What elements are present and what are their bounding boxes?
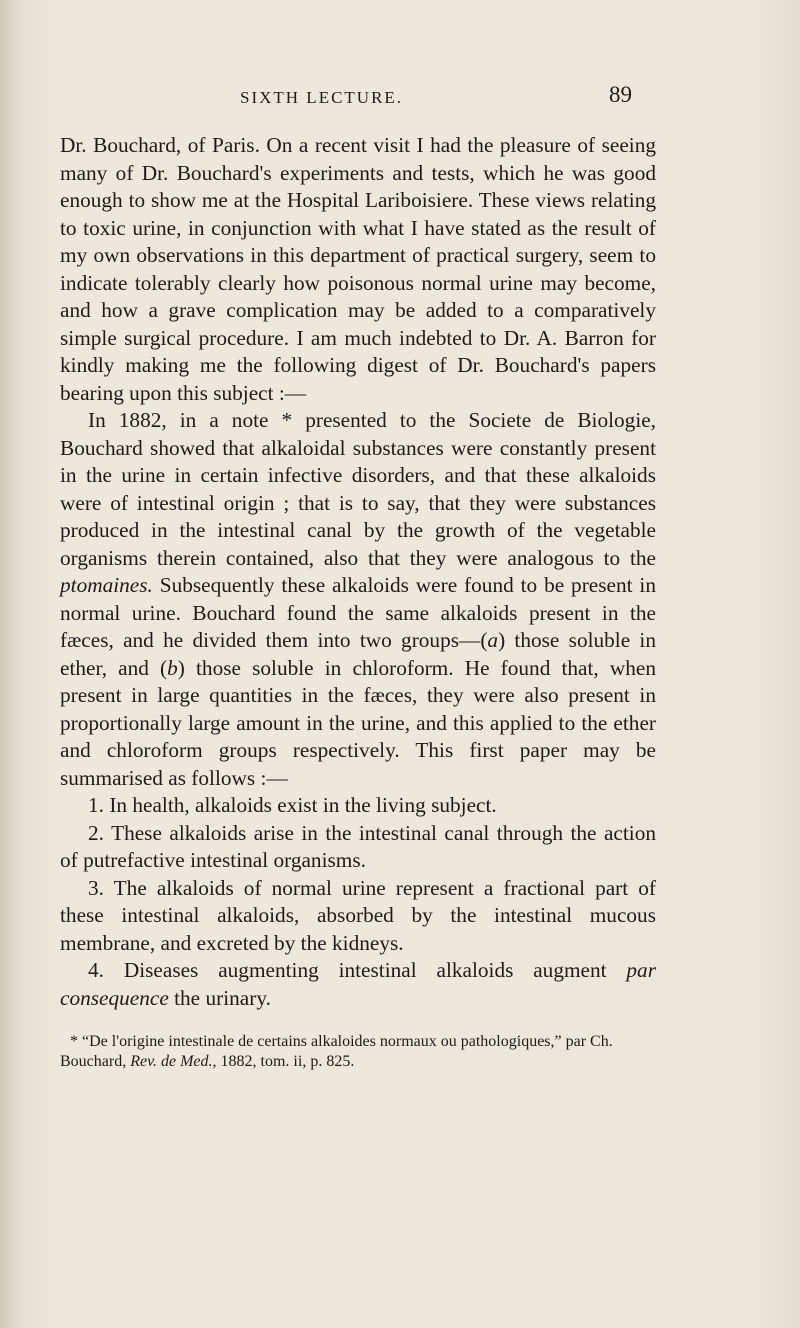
footnote	[60, 1032, 680, 1072]
footnote-reference: *	[268, 408, 306, 432]
paragraph-2	[60, 407, 656, 792]
page-number: 89	[609, 82, 632, 107]
list-item-1	[60, 792, 656, 820]
list-item-3	[60, 875, 656, 958]
list-text-4b: the urinary.	[168, 985, 271, 1010]
list-text-2: These alkaloids arise in the intestinal canal through the action of putrefactive intestinal organisms.	[60, 820, 656, 872]
list-number-1: 1.	[88, 793, 104, 817]
paragraph-1-text: Dr. Bouchard, of Paris. On a recent visit I had the pleasure of seeing many of Dr. Bouchard's experiments and tests, which he was good enough to show me at the Hospital Lariboisiere. These views relating to toxic urine, in conjunction with what I have stated as the result of my own observations in this department of practical surgery, seem to indicate tolerably clearly how poisonous normal urine may become, and how a grave complication may be added to a comparatively simple surgical procedure. I am much indebted to Dr. A. Barron for kindly making me the following digest of Dr. Bouchard's papers bearing upon this subject :—	[60, 133, 656, 405]
summary-list	[60, 792, 656, 1012]
running-head: SIXTH LECTURE.	[240, 88, 404, 107]
body-text	[60, 132, 656, 1012]
list-number-3: 3.	[88, 875, 104, 900]
page-header	[0, 82, 800, 112]
footnote-text-a: “De l'origine intestinale de certains alkaloides normaux ou pathologiques,” par Ch. Bouchard,	[60, 1033, 613, 1070]
italic-a: a	[487, 628, 499, 652]
paragraph-2-text-4: ) those soluble in ether, and (	[60, 628, 656, 680]
list-number-4: 4.	[88, 958, 104, 982]
footnote-text-b: , 1882, tom. ii, p. 825.	[212, 1053, 355, 1070]
list-number-2: 2.	[88, 820, 104, 845]
footnote-journal: Rev. de Med.	[130, 1053, 213, 1070]
paragraph-1	[60, 132, 656, 407]
paragraph-2-text-1: In 1882, in a note	[88, 408, 269, 432]
list-text-4a: Diseases augmenting intestinal alkaloids augment	[123, 958, 627, 982]
footnote-text	[60, 1032, 680, 1072]
list-text-3: The alkaloids of normal urine represent a fractional part of these intestinal alkaloids, absorbed by the intestinal mucous membrane, and excreted by the kidneys.	[60, 875, 656, 955]
paragraph-2-text-5: ) those soluble in chloroform. He found that, when present in large quantities in the fæces, they were also present in proportionally large amount in the urine, and this applied to the ether and chloroform groups respectively. This first paper may be summarised as follows :—	[60, 655, 656, 790]
paragraph-2-text-2: presented to the Societe de Biologie, Bouchard showed that alkaloidal substances were constantly present in the urine in certain infective disorders, and that these alkaloids were of intestinal origin ; that is to say, that they were substances produced in the intestinal canal by the growth of the vegetable organisms therein contained, also that they were analogous to the	[60, 408, 657, 570]
italic-par-consequence: par consequence	[60, 958, 656, 1010]
italic-b: b	[167, 655, 178, 680]
footnote-mark: *	[70, 1033, 78, 1050]
list-text-1: In health, alkaloids exist in the living subject.	[109, 793, 497, 817]
italic-ptomaines: ptomaines.	[60, 573, 153, 597]
list-item-4	[60, 957, 656, 1012]
list-item-2	[60, 820, 656, 875]
paragraph-2-text-3: Subsequently these alkaloids were found to be present in normal urine. Bouchard found the same alkaloids present in the fæces, and he divided them into two groups—(	[60, 573, 656, 652]
